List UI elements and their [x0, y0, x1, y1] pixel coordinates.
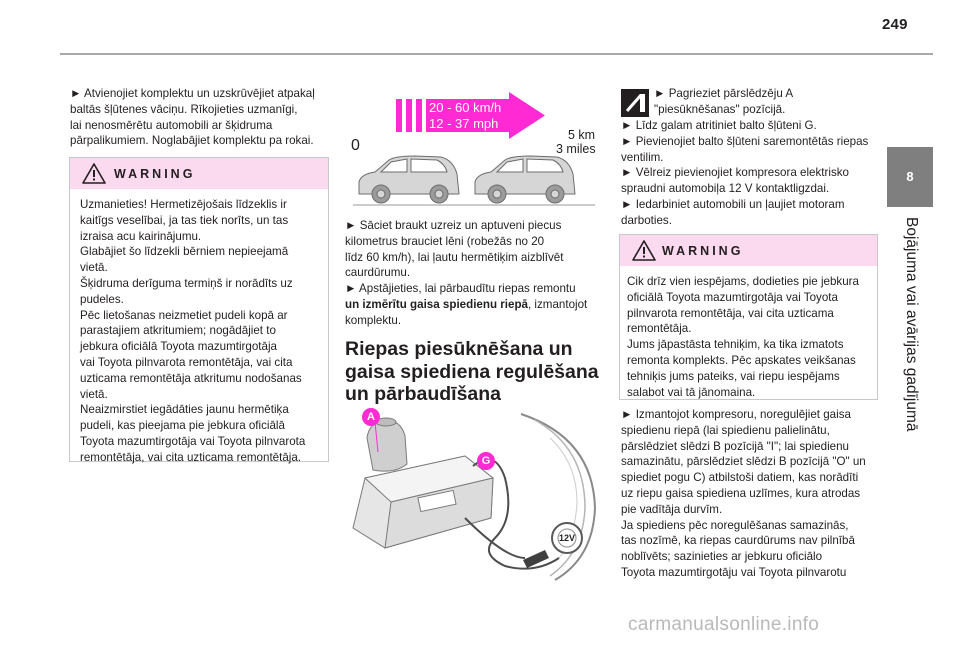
text-line: līdz 60 km/h), lai ļautu hermētiķim aizblīvēt	[345, 250, 564, 264]
col3-top-b	[621, 118, 883, 229]
warning-triangle-icon	[82, 163, 106, 184]
callout-a: A	[367, 411, 375, 423]
text-line: pārpalikumiem. Noglabājiet komplektu pa rokai.	[70, 134, 314, 148]
compressor-illustration	[345, 408, 603, 584]
warning-header	[620, 235, 877, 266]
text-line: vai Toyota pilnvarota remontētāja, vai cita	[80, 355, 293, 369]
text-line: komplektu.	[345, 313, 402, 327]
text-fragment: , izmantojot	[527, 297, 588, 311]
warning-header	[70, 158, 328, 189]
callout-g: G	[481, 455, 491, 467]
section-title-line: Riepas piesūknēšana un	[345, 338, 573, 360]
text-line: izraisa acu kairinājumu.	[80, 229, 202, 243]
distance-zero-label: 0	[351, 137, 360, 154]
text-line: pilnvarota remontētāja, vai cita uzticama	[627, 306, 834, 320]
text-line: spiedienu riepā (lai spiedienu palielinātu,	[621, 423, 830, 437]
text-line: oficiālā Toyota mazumtirgotāja vai Toyota	[627, 290, 838, 304]
warning-triangle-icon	[632, 240, 656, 261]
text-line: Toyota mazumtirgotāju vai Toyota pilnvarotu	[621, 565, 847, 579]
section-title-line: gaisa spiediena regulēšana	[345, 360, 599, 383]
text-line: Glabājiet šo līdzekli bērniem nepieejamā	[80, 245, 289, 259]
text-line: samazinātu, pārslēdziet slēdzi B pozīcijā "O" un	[621, 455, 866, 469]
text-line: ► Sāciet braukt uzreiz un aptuveni piecus	[345, 219, 562, 232]
warning-body	[70, 189, 328, 466]
text-line: kaitīgs veselībai, ja tas tiek norīts, un tas	[80, 213, 289, 227]
compressor-figure	[345, 408, 603, 584]
warning-label: WARNING	[114, 167, 196, 181]
text-line: Jums jāpastāsta tehniķim, ka tika izmatots	[627, 338, 844, 352]
text-line: salabot vai tā jānomaina.	[627, 385, 756, 399]
text-line: vietā.	[80, 261, 108, 275]
text-line: remonta komplekts. Pēc apskates veikšanas	[627, 353, 856, 367]
text-line: "piesūknēšanas" pozīcijā.	[654, 102, 786, 116]
page-number: 249	[882, 16, 908, 33]
bold-phrase: un izmērītu gaisa spiedienu riepā	[345, 297, 528, 311]
text-line: ► Atvienojiet komplektu un uzskrūvējiet atpakaļ	[70, 87, 315, 100]
col2-paragraph	[345, 218, 603, 329]
text-line: ► Iedarbiniet automobili un ļaujiet motoram	[621, 197, 845, 211]
text-line: tehniķis jums pateiks, vai riepu iespējams	[627, 369, 840, 383]
text-line: noblīvēts; sazinieties ar jebkuru oficiālo	[621, 550, 823, 564]
warning-box-2	[619, 234, 878, 400]
text-line: ► Līdz galam atritiniet balto šļūteni G.	[621, 119, 817, 132]
text-line: ► Pagrieziet pārslēdzēju A	[654, 87, 794, 100]
text-line: darboties.	[621, 213, 672, 227]
col3-bottom	[621, 407, 883, 581]
text-line: uz riepu gaisa spiediena uzlīmes, kura atrodas	[621, 486, 861, 500]
text-line: spiediet pogu C) atbilstoši datiem, kas norādīti	[621, 471, 859, 485]
header-rule	[60, 53, 933, 55]
socket-label: 12V	[558, 533, 575, 543]
text-line: remontētāja, vai cita uzticama remontētāja.	[80, 450, 302, 464]
text-line: Šķidruma derīguma termiņš ir norādīts uz	[80, 276, 293, 290]
text-line: Ja spiediens pēc noregulēšanas samazinās,	[621, 518, 849, 532]
text-line: Cik drīz vien iespējams, dodieties pie jebkura	[627, 275, 859, 288]
chapter-tab[interactable]: 8	[887, 147, 933, 207]
text-line: kilometrus brauciet lēni (robežās no 20	[345, 234, 545, 248]
section-title	[345, 338, 607, 406]
text-line: uzticama remontētāja atkritumu nodošanas	[80, 371, 302, 385]
text-line: Uzmanieties! Hermetizējošais līdzeklis ir	[80, 198, 287, 211]
footer-watermark[interactable]: carmanualsonline.info	[628, 614, 820, 635]
speed-mph-label: 12 - 37 mph	[429, 116, 499, 131]
text-line: Neaizmirstiet iegādāties jaunu hermētiķa	[80, 403, 289, 417]
text-line	[345, 297, 603, 313]
warning-label: WARNING	[662, 244, 744, 258]
text-line: pudeli, kas pieejama pie jebkura oficiālā	[80, 419, 285, 433]
distance-km-label: 5 km	[568, 128, 596, 142]
text-line: pārslēdziet slēdzi B pozīcijā "I"; lai spiedienu	[621, 439, 849, 453]
text-line: vietā.	[80, 387, 108, 401]
text-line: ► Apstājieties, lai pārbaudītu riepas remontu	[345, 282, 576, 296]
text-line: parastajiem atkritumiem; nogādājiet to	[80, 324, 276, 338]
text-line: spraudni automobiļa 12 V kontaktligzdai.	[621, 182, 830, 196]
text-line: ► Pievienojiet balto šļūteni saremontētās riepas	[621, 134, 869, 148]
text-line: ► Izmantojot kompresoru, noregulējiet gaisa	[621, 408, 851, 421]
warning-box-1	[69, 157, 329, 462]
text-line: Toyota mazumtirgotāja vai Toyota pilnvarota	[80, 434, 306, 448]
col3-top-a	[654, 86, 874, 118]
chapter-title: Bojājuma vai avārijas gadījumā	[903, 217, 920, 432]
drive-figure	[345, 90, 603, 210]
speed-kmh-label: 20 - 60 km/h	[429, 100, 502, 115]
warning-body	[620, 266, 877, 400]
col1-intro	[70, 86, 330, 149]
text-line: ventilim.	[621, 150, 664, 164]
text-line: pie vadītāja durvīm.	[621, 502, 723, 516]
instruction-icon	[621, 89, 649, 117]
text-line: remontētāja.	[627, 322, 692, 336]
text-line: pudeles.	[80, 292, 124, 306]
text-line: Pēc lietošanas neizmetiet pudeli kopā ar	[80, 308, 288, 322]
text-line: baltās šļūtenes vāciņu. Rīkojieties uzmanīgi,	[70, 102, 298, 116]
text-line: tas nozīmē, ka riepas caurdūrums nav pilnībā	[621, 534, 855, 548]
distance-miles-label: 3 miles	[556, 142, 596, 156]
section-title-line: un pārbaudīšana	[345, 383, 502, 405]
text-line: caurdūrumu.	[345, 266, 411, 280]
text-line: ► Vēlreiz pievienojiet kompresora elektrisko	[621, 166, 849, 180]
text-line: jebkura oficiālā Toyota mazumtirgotāja	[80, 340, 277, 354]
text-line: lai nenosmērētu automobili ar šķidruma	[70, 118, 273, 132]
